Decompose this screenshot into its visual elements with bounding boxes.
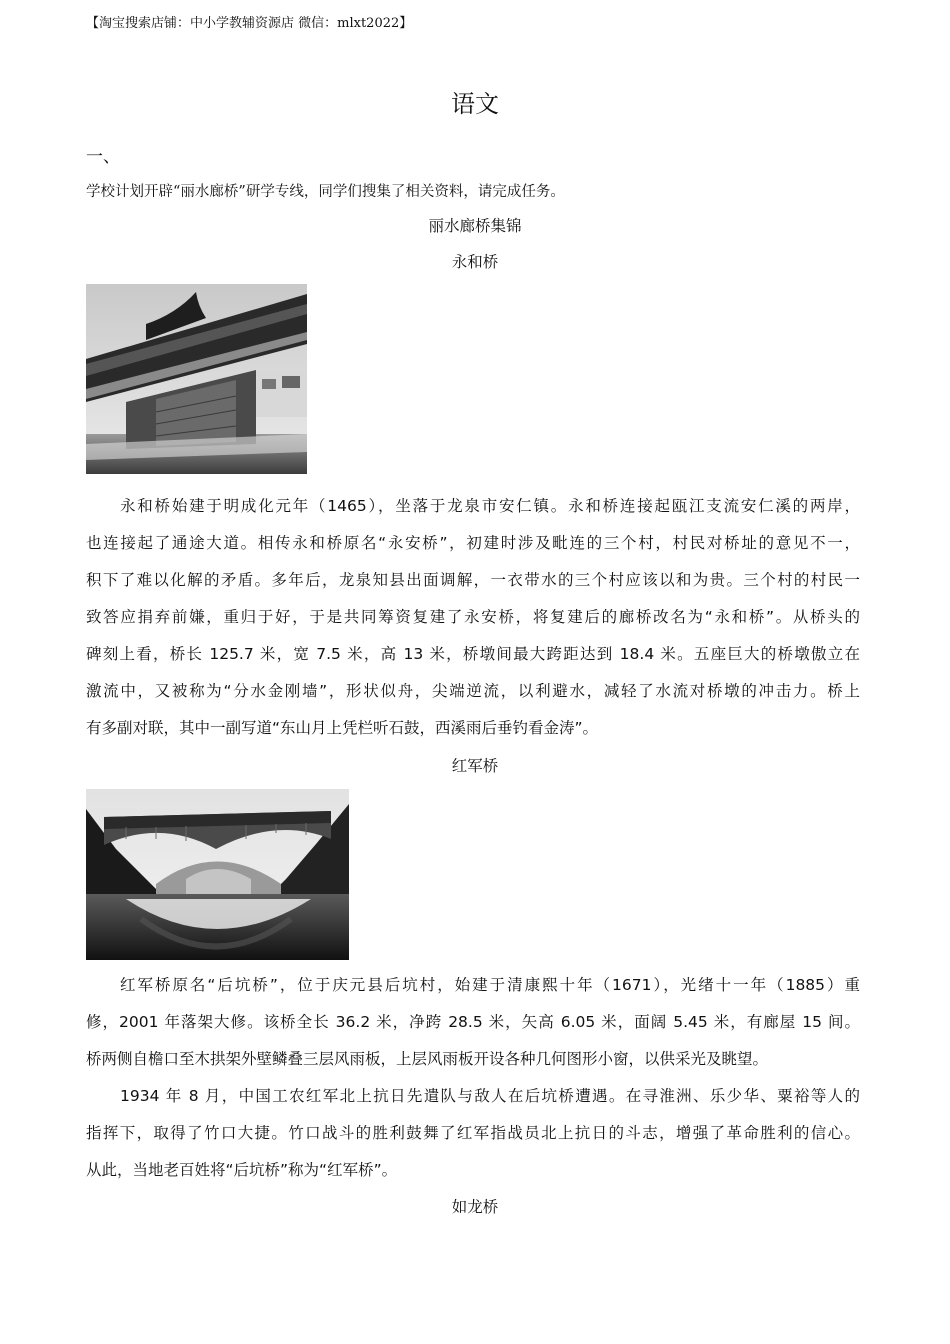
text-line: 永和桥始建于明成化元年（1465），坐落于龙泉市安仁镇。永和桥连接起瓯江支流安仁溪的两岸， [120, 497, 860, 515]
text-line: 激流中，又被称为“分水金刚墙”，形状似舟，尖端逆流，以利避水，减轻了水流对桥墩的冲击力。桥上 [86, 682, 860, 700]
text-line: 积下了难以化解的矛盾。多年后，龙泉知县出面调解，一衣带水的三个村应该以和为贵。三个村的村民一 [86, 571, 860, 589]
text-line: 修，2001 年落架大修。该桥全长 36.2 米，净跨 28.5 米，矢高 6.05 米，面阔 5.45 米，有廊屋 15 间。 [86, 1013, 860, 1031]
text-line: 也连接起了通途大道。相传永和桥原名“永安桥”，初建时涉及毗连的三个村，村民对桥址的意见不一， [86, 534, 860, 552]
header-note: 【淘宝搜索店铺：中小学教辅资源店 微信：mlxt2022】 [86, 16, 413, 31]
page-title: 语文 [451, 90, 499, 118]
intro-text: 学校计划开辟“丽水廊桥”研学专线，同学们搜集了相关资料，请完成任务。 [86, 184, 565, 200]
bridge-title-yonghe: 永和桥 [451, 253, 499, 271]
text-line: 桥两侧自檐口至木拱架外壁鳞叠三层风雨板，上层风雨板开设各种几何图形小窗，以供采光及眺望。 [86, 1050, 769, 1068]
text-line: 从此，当地老百姓将“后坑桥”称为“红军桥”。 [86, 1161, 398, 1179]
text-line: 有多副对联，其中一副写道“东山月上凭栏听石鼓，西溪雨后垂钓看金涛”。 [86, 719, 599, 737]
text-line: 指挥下，取得了竹口大捷。竹口战斗的胜利鼓舞了红军指战员北上抗日的斗志，增强了革命胜利的信心。 [86, 1124, 860, 1142]
text-line: 1934 年 8 月，中国工农红军北上抗日先遣队与敌人在后坑桥遭遇。在寻淮洲、乐少华、粟裕等人的 [120, 1087, 860, 1105]
text-line: 红军桥原名“后坑桥”，位于庆元县后坑村，始建于清康熙十年（1671），光绪十一年（1885）重 [120, 976, 860, 994]
bridge-title-rulong: 如龙桥 [451, 1198, 499, 1216]
hongjun-paragraph-2 [86, 1078, 860, 1189]
collection-title: 丽水廊桥集锦 [428, 217, 522, 235]
section-number: 一、 [86, 147, 120, 167]
yonghe-bridge-photo [86, 284, 307, 474]
text-line: 碑刻上看，桥长 125.7 米，宽 7.5 米，高 13 米，桥墩间最大跨距达到 18.4 米。五座巨大的桥墩傲立在 [86, 645, 860, 663]
hongjun-paragraph-1 [86, 967, 860, 1078]
hongjun-bridge-photo [86, 789, 349, 960]
text-line: 致答应捐弃前嫌，重归于好，于是共同筹资复建了永安桥，将复建后的廊桥改名为“永和桥”。从桥头的 [86, 608, 860, 626]
yonghe-paragraph [86, 488, 860, 747]
bridge-title-hongjun: 红军桥 [451, 757, 499, 775]
